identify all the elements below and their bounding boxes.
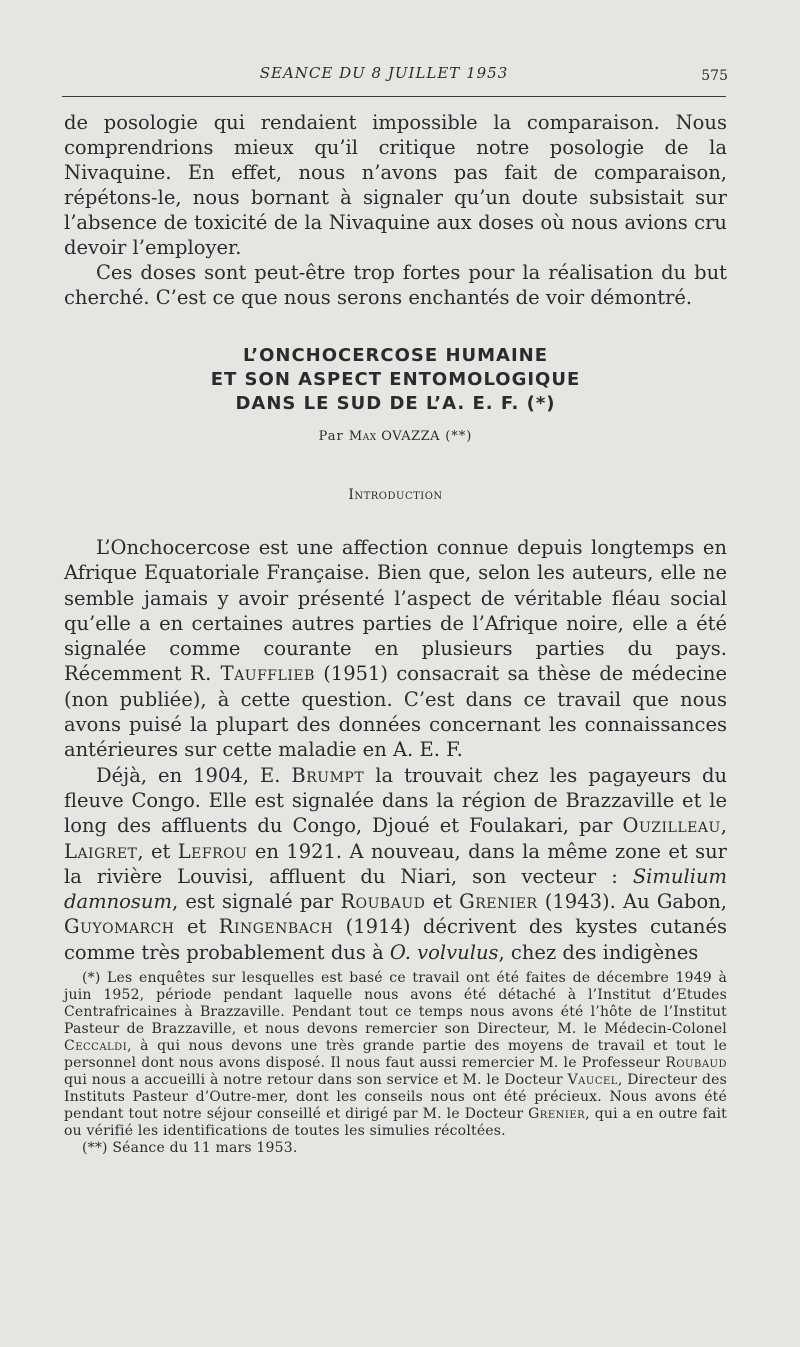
- section-heading: Introduction: [348, 487, 443, 503]
- article-title: [64, 344, 727, 416]
- species-name: O. volvulus: [389, 940, 499, 964]
- author-prefix: Par: [318, 429, 344, 444]
- cited-author: Brumpt: [291, 763, 365, 787]
- footnotes: [64, 970, 727, 1157]
- running-header: [64, 62, 728, 86]
- article-body: [64, 535, 727, 965]
- cited-author: Roubaud: [340, 890, 426, 914]
- page-number: 575: [701, 68, 728, 84]
- article-title-line: DANS LE SUD DE L’A. E. F. (*): [235, 393, 556, 414]
- cited-author: Vaucel: [567, 1072, 618, 1088]
- cited-author: Ceccaldi: [64, 1038, 128, 1054]
- paragraph: L’Onchocercose est une affection connue depuis longtemps en Afrique Equatoriale Française. Bien que, selon les auteurs, elle ne semble jamais y avoir présenté l’aspect de véritable fléau social qu’elle a en certaines autres parties de l’Afrique noire, elle a été signalée comme courante en plusieurs parties du pays. Récemment R. Taufflieb (1951) consacrait sa thèse de médecine (non publiée), à cette question. C’est dans ce travail que nous avons puisé la plupart des données concernant les connaissances antérieures sur cette maladie en A. E. F.: [64, 536, 727, 762]
- author-byline: [64, 429, 727, 444]
- paragraph: Ces doses sont peut-être trop fortes pour la réalisation du but cherché. C’est ce que nous serons enchantés de voir démontré.: [64, 261, 727, 309]
- cited-author: Lefrou: [177, 839, 248, 863]
- author-footnote-mark: (**): [445, 429, 473, 444]
- paragraph: Déjà, en 1904, E. Brumpt la trouvait chez les pagayeurs du fleuve Congo. Elle est signalée dans la région de Brazzaville et le long des affluents du Congo, Djoué et Foulakari, par Ouzilleau, Laigret, et Lefrou en 1921. A nouveau, dans la même zone et sur la rivière Louvisi, affluent du Niari, son vecteur : Simulium damnosum, est signalé par Roubaud et Grenier (1943). Au Gabon, Guyomarch et Ringenbach (1914) décrivent des kystes cutanés comme très probablement dus à O. volvulus, chez des indigènes: [64, 763, 728, 964]
- species-name: Simulium damnosum: [64, 864, 727, 914]
- cited-author: Grenier: [528, 1106, 586, 1122]
- footnote: (*) Les enquêtes sur lesquelles est basé ce travail ont été faites de décembre 1949 à juin 1952, période pendant laquelle nous avons été détaché à l’Institut d’Etudes Centrafricaines à Brazzaville. Pendant tout ce temps nous avons été l’hôte de l’Institut Pasteur de Brazzaville, et nous devons remercier son Directeur, M. le Médecin-Colonel Ceccaldi, à qui nous devons une très grande partie des moyens de travail et tout le personnel dont nous avons disposé. Il nous faut aussi remercier M. le Professeur Roubaud qui nous a accueilli à notre retour dans son service et M. le Docteur Vaucel, Directeur des Instituts Pasteur d’Outre-mer, dont les conseils nous ont été précieux. Nous avons été pendant tout notre séjour conseillé et dirigé par M. le Docteur Grenier, qui a en outre fait ou vérifié les identifications de toutes les simulies récoltées.: [64, 970, 728, 1139]
- author-name: Max OVAZZA: [348, 429, 441, 444]
- article-title-line: L’ONCHOCERCOSE HUMAINE: [242, 345, 549, 366]
- cited-author: Guyomarch: [64, 915, 175, 939]
- footnote: (**) Séance du 11 mars 1953.: [82, 1140, 298, 1156]
- previous-article-conclusion: [64, 110, 727, 310]
- cited-author: Grenier: [459, 890, 538, 914]
- cited-author: Laigret: [64, 839, 138, 863]
- header-rule: [62, 96, 726, 97]
- article-title-line: ET SON ASPECT ENTOMOLOGIQUE: [210, 369, 581, 390]
- cited-author: Ringenbach: [218, 915, 334, 939]
- cited-author: Roubaud: [665, 1055, 727, 1071]
- paragraph: de posologie qui rendaient impossible la comparaison. Nous comprendrions mieux qu’il critique notre posologie de la Nivaquine. En effet, nous n’avons pas fait de comparaison, répétons-le, nous bornant à signaler qu’un doute subsistait sur l’absence de toxicité de la Nivaquine aux doses où nous avions cru devoir l’employer.: [64, 111, 727, 259]
- running-title: SEANCE DU 8 JUILLET 1953: [259, 64, 509, 82]
- cited-author: Ouzilleau: [622, 814, 721, 838]
- cited-author: R. Taufflieb: [189, 662, 315, 686]
